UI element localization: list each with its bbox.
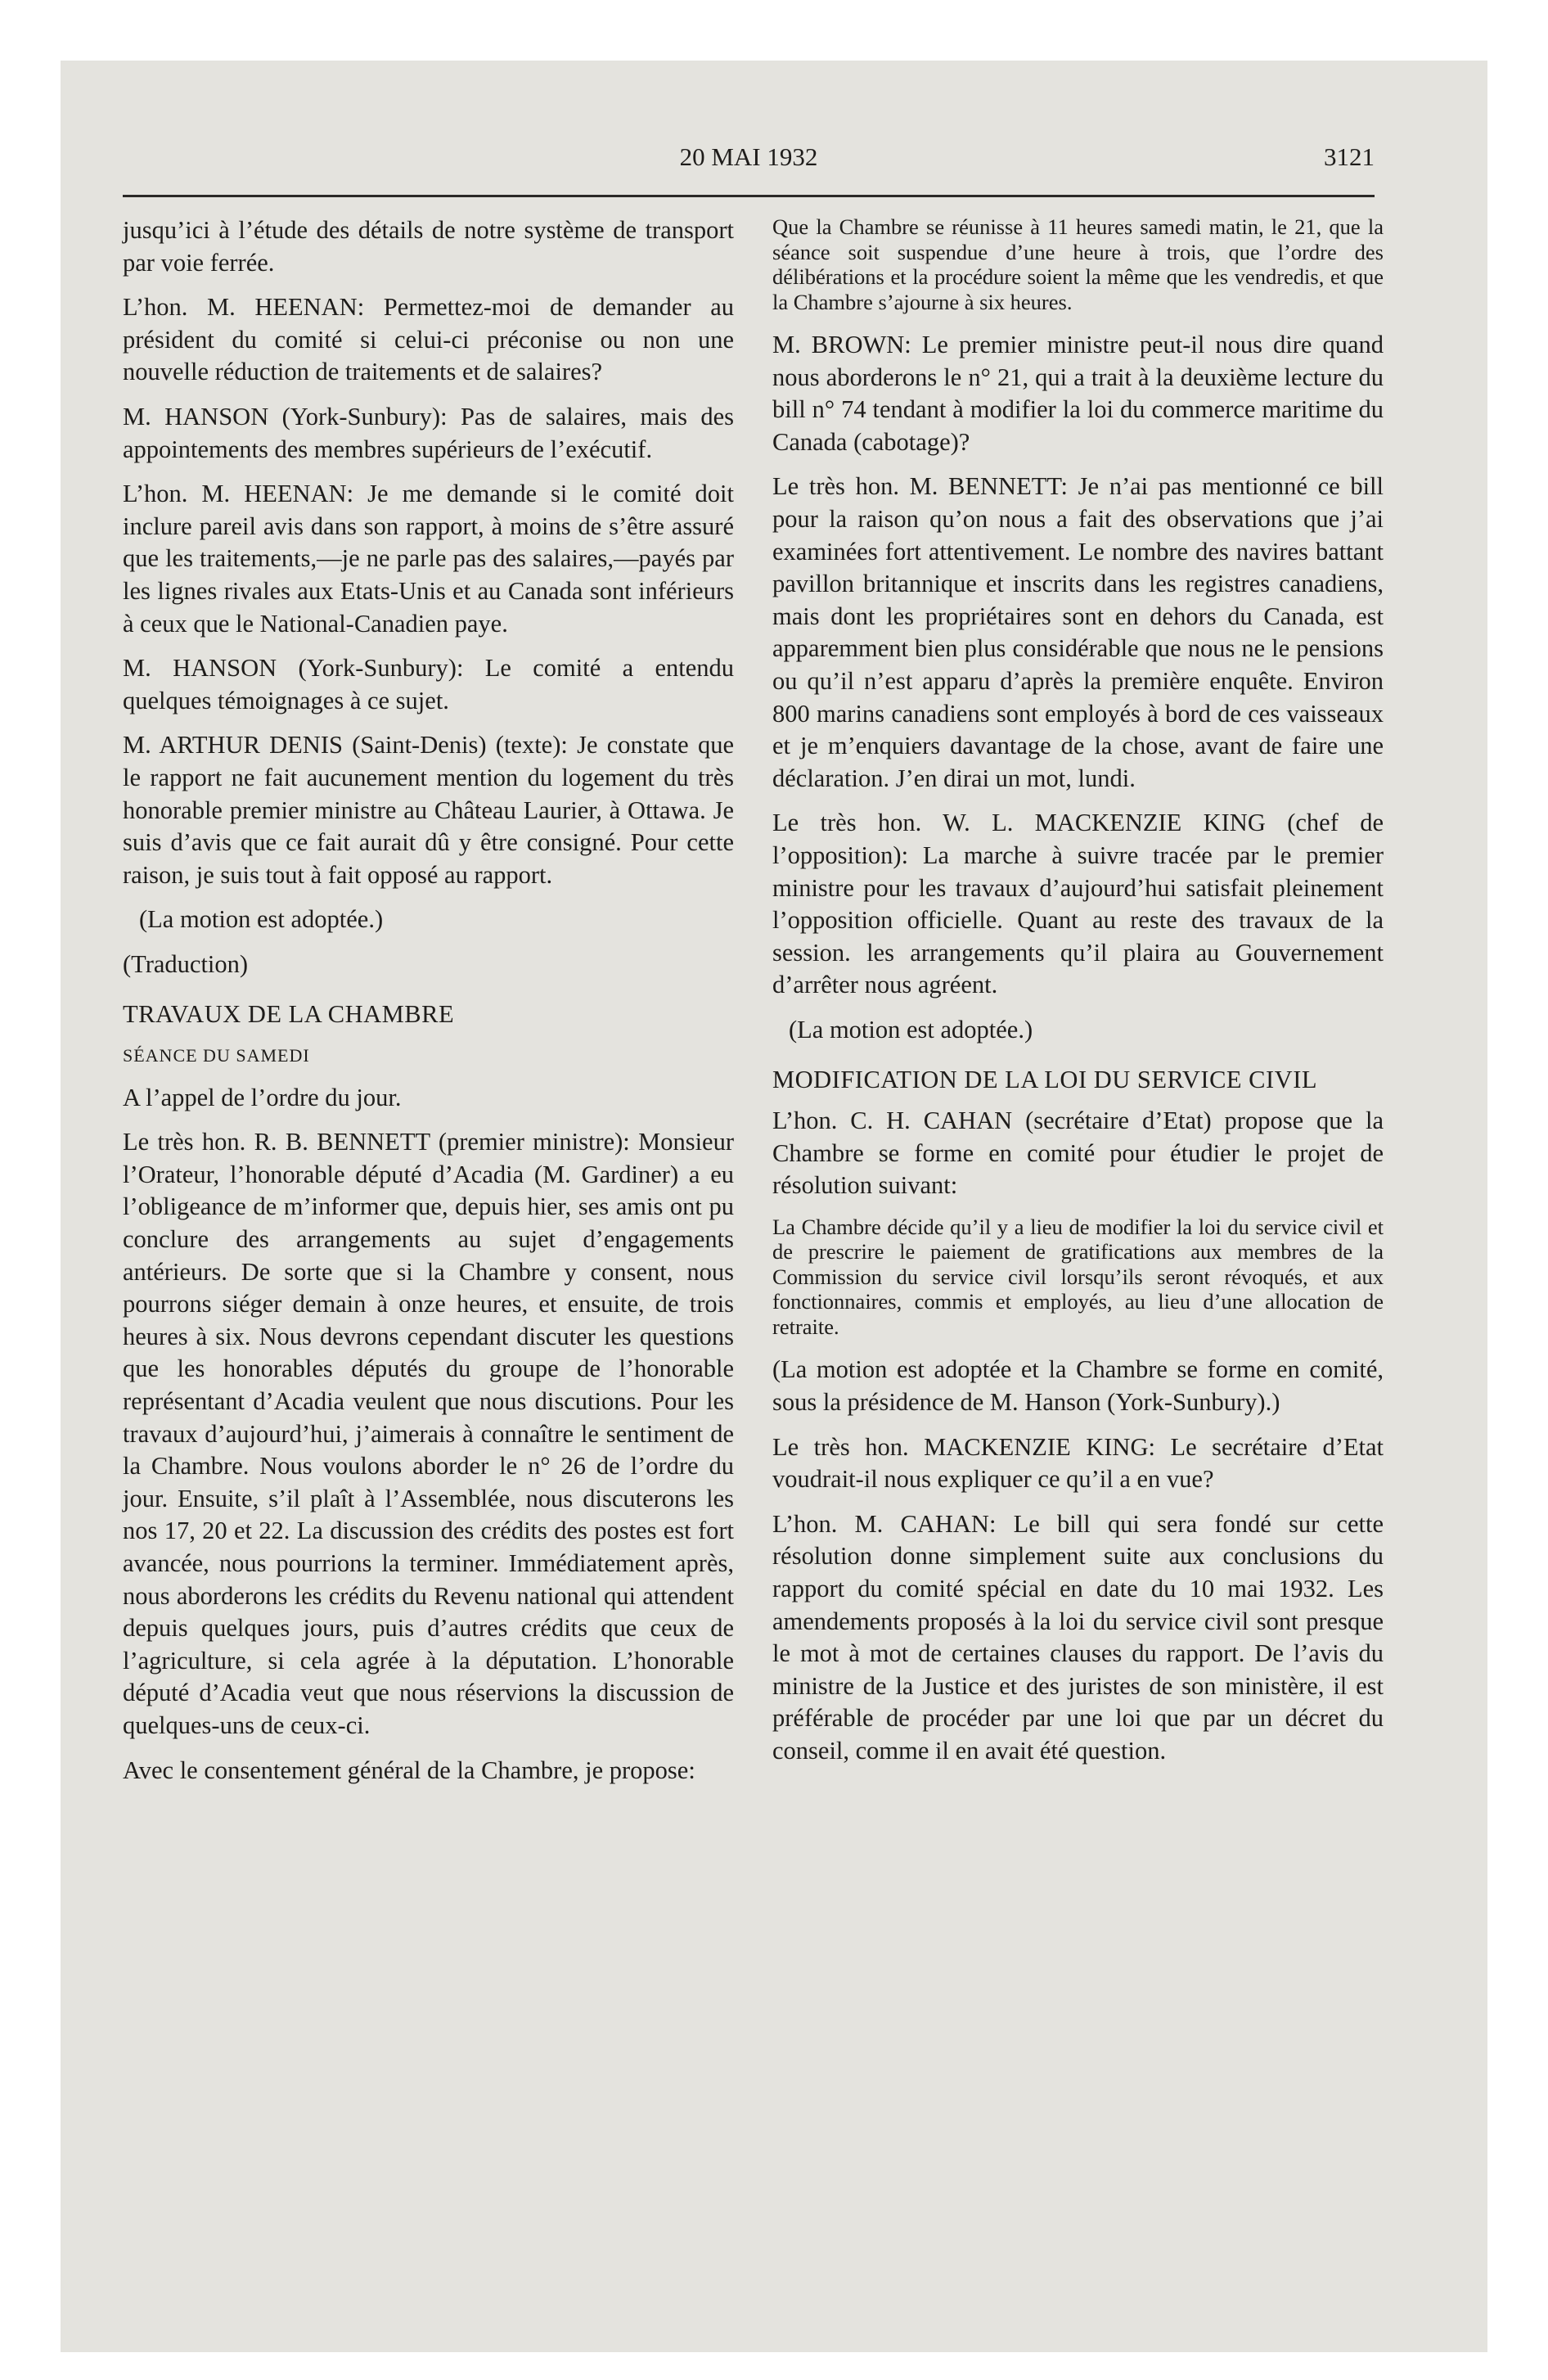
left-column	[123, 214, 734, 1799]
page-number: 3121	[1324, 142, 1375, 171]
paragraph: A l’appel de l’ordre du jour.	[123, 1083, 402, 1111]
paragraph: L’hon. M. CAHAN: Le bill qui sera fondé sur cette résolution donne simplement suite aux conclusions du rapport du comité spécial en date du 10 mai 1932. Les amendements proposés à la loi du service civil sont presque le mot à mot de certaines clauses du rapport. De l’avis du ministre de la Justice et des juristes de son ministère, il est préférable de procéder par une loi que par un décret du conseil, comme il en avait été question.	[772, 1509, 1384, 1765]
motion-text: Que la Chambre se réunisse à 11 heures samedi matin, le 21, que la séance soit suspendue d’une heure à trois, que l’ordre des délibérations et la procédure soient la même que les vendredis, et que la Chambre s’ajourne à six heures.	[772, 214, 1384, 314]
paragraph: L’hon. M. HEENAN: Permettez-moi de demander au président du comité si celui-ci préconise ou non une nouvelle réduction de traitements et de salaires?	[123, 293, 734, 386]
section-heading: TRAVAUX DE LA CHAMBRE	[123, 1000, 455, 1029]
paragraph: M. ARTHUR DENIS (Saint-Denis) (texte): Je constate que le rapport ne fait aucunement mention du logement du très honorable premier ministre au Château Laurier, à Ottawa. Je suis d’avis que ce fait aurait dû y être consigné. Pour cette raison, je suis tout à fait opposé au rapport.	[123, 731, 734, 889]
motion-note: (La motion est adoptée.)	[139, 905, 384, 934]
paragraph: L’hon. C. H. CAHAN (secrétaire d’Etat) propose que la Chambre se forme en comité pour étudier le projet de résolution suivant:	[772, 1107, 1384, 1200]
paragraph: (La motion est adoptée et la Chambre se forme en comité, sous la présidence de M. Hanson (York-Sunbury).)	[772, 1355, 1384, 1416]
paragraph: M. HANSON (York-Sunbury): Pas de salaires, mais des appointements des membres supérieurs de l’exécutif.	[123, 402, 734, 463]
paragraph: jusqu’ici à l’étude des détails de notre système de transport par voie ferrée.	[123, 216, 734, 277]
section-subheading: SÉANCE DU SAMEDI	[123, 1045, 310, 1066]
paragraph: M. HANSON (York-Sunbury): Le comité a entendu quelques témoignages à ce sujet.	[123, 654, 734, 714]
paragraph: Le très hon. R. B. BENNETT (premier ministre): Monsieur l’Orateur, l’honorable député d’Acadia (M. Gardiner) a eu l’obligeance de m’informer que, depuis hier, ses amis ont pu conclure des arrangements au sujet d’engagements antérieurs. De sorte que si la Chambre y consent, nous pourrons siéger demain à onze heures, et ensuite, de trois heures à six. Nous devrons cependant discuter les questions que les honorables députés du groupe de l’honorable représentant d’Acadia veulent que nous discutions. Pour les travaux d’aujourd’hui, j’aimerais à connaître le sentiment de la Chambre. Nous voulons aborder le n° 26 de l’ordre du jour. Ensuite, s’il plaît à l’Assemblée, nous discuterons les nos 17, 20 et 22. La discussion des crédits des postes est fort avancée, nous pourrions la terminer. Immédiatement après, nous aborderons les crédits du Revenu national qui attendent depuis quelques jours, puis d’autres crédits que ceux de l’agriculture, si cela agrée à la députation. L’honorable député d’Acadia veut que nous réservions la discussion de quelques-uns de ceux-ci.	[123, 1128, 734, 1739]
header-rule	[123, 195, 1375, 197]
paragraph: Le très hon. W. L. MACKENZIE KING (chef de l’opposition): La marche à suivre tracée par le premier ministre pour les travaux d’aujourd’hui satisfait pleinement l’opposition officielle. Quant au reste des travaux de la session. les arrangements qu’il plaira au Gouvernement d’arrêter nous agréent.	[772, 809, 1384, 999]
paragraph: Le très hon. MACKENZIE KING: Le secrétaire d’Etat voudrait-il nous expliquer ce qu’il a en vue?	[772, 1432, 1384, 1494]
paragraph: Le très hon. M. BENNETT: Je n’ai pas mentionné ce bill pour la raison qu’on nous a fait des observations que j’ai examinées fort attentivement. Le nombre des navires battant pavillon britannique et inscrits dans les registres canadiens, mais dont les propriétaires sont en dehors du Canada, est apparemment bien plus considérable que nous ne le pensions ou qu’il n’est apparu d’après la première enquête. Environ 800 marins canadiens sont employés à bord de ces vaisseaux et je m’enquiers davantage de la chose, avant de faire une déclaration. J’en dirai un mot, lundi.	[772, 472, 1384, 792]
header-date: 20 MAI 1932	[679, 142, 818, 171]
paragraph: Avec le consentement général de la Chambre, je propose:	[123, 1756, 695, 1784]
running-header	[123, 139, 1375, 180]
paragraph: M. BROWN: Le premier ministre peut-il nous dire quand nous aborderons le n° 21, qui a trait à la deuxième lecture du bill n° 74 tendant à modifier la loi du commerce maritime du Canada (cabotage)?	[772, 331, 1384, 456]
paragraph: L’hon. M. HEENAN: Je me demande si le comité doit inclure pareil avis dans son rapport, à moins de s’être assuré que les traitements,—je ne parle pas des salaires,—payés par les lignes rivales aux Etats-Unis et au Canada sont inférieurs à ceux que le National-Canadien paye.	[123, 480, 734, 638]
translation-note: (Traduction)	[123, 949, 249, 978]
resolution-text: La Chambre décide qu’il y a lieu de modifier la loi du service civil et de prescrire le paiement de gratifications aux membres de la Commission du service civil lorsqu’ils seront révoqués, et aux fonctionnaires, commis et employés, au lieu d’une allocation de retraite.	[772, 1214, 1384, 1339]
section-heading: MODIFICATION DE LA LOI DU SERVICE CIVIL	[772, 1066, 1317, 1094]
right-column	[772, 214, 1384, 1779]
motion-note: (La motion est adoptée.)	[789, 1015, 1033, 1044]
